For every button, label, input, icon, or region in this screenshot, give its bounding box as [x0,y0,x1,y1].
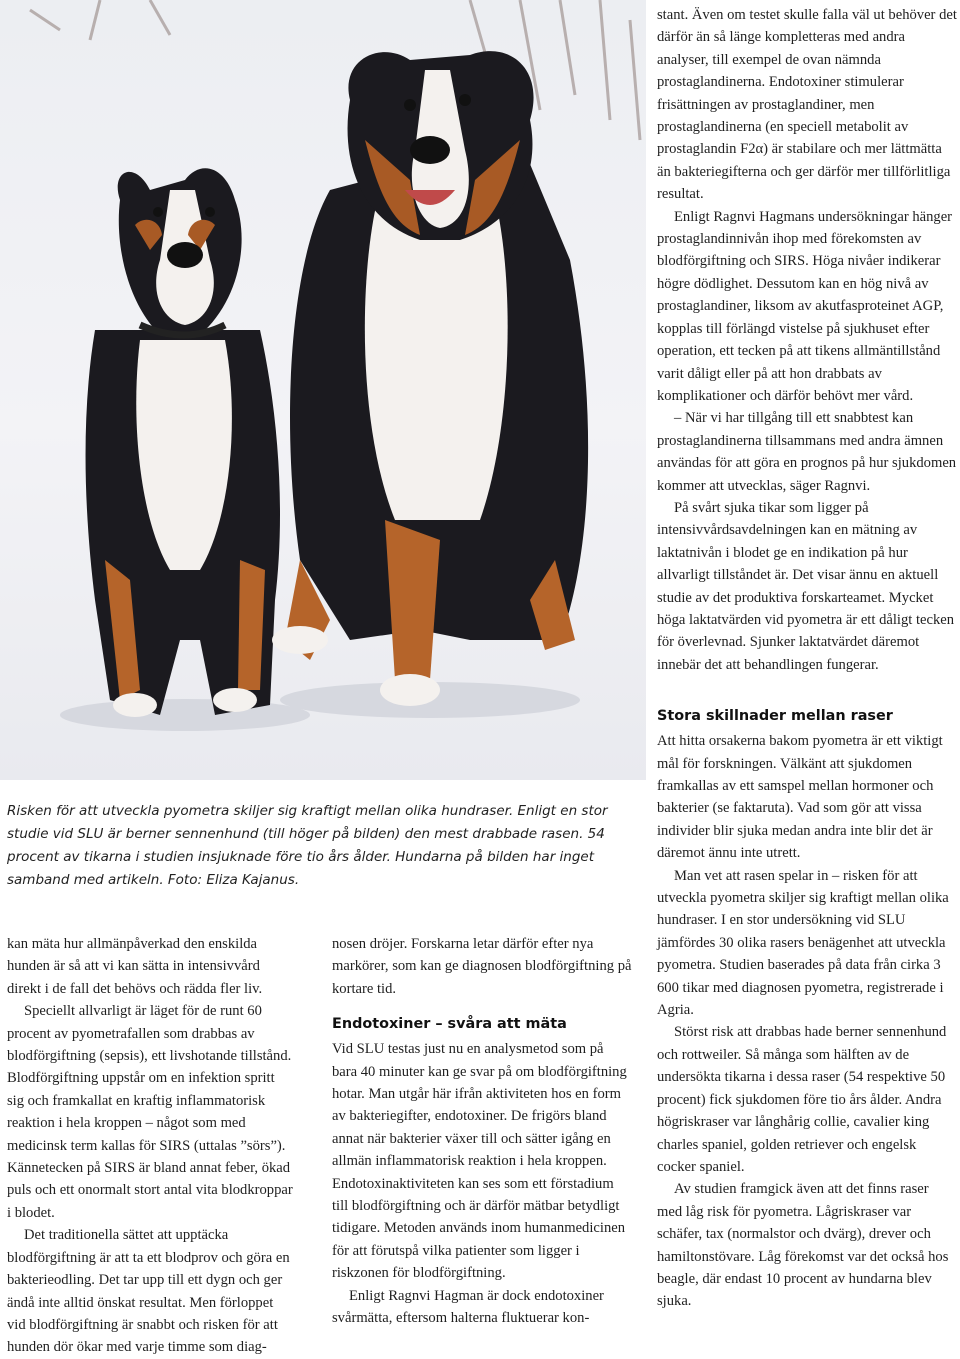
dogs-photo [0,0,646,780]
paragraph: Enligt Ragnvi Hagman är dock endotoxiner svårmätta, eftersom halterna fluktuerar kon- [332,1287,604,1327]
paragraph: Av studien framgick även att det finns raser med låg risk för pyometra. Lågriskraser var schäfer, tax (normalstor och dvärg), drever och hamiltonstövare. Låg förekomst var det också hos beagle, där endast 10 procent av hundarna blev sjuka. [657,1181,949,1310]
paragraph: stant. Även om testet skulle falla väl ut behöver det därför än så länge kompletteras med andra analyser, till exempel de ovan nämnda prostaglandinerna. Endotoxiner stimulerar frisättningen av prostaglandiner, men prostaglandinerna (en speciell metabolit av prostaglandin F2α) är stabilare och mer lättmätta än bakteriegifterna och ger därför mer tillförlitliga resultat. [657,7,957,203]
paragraph: kan mäta hur allmänpåverkad den enskilda hunden är så att vi kan sätta in intensivvård direkt i de fall det behövs och rädda fler liv. [7,936,263,997]
section-heading: Stora skillnader mellan raser [657,708,893,725]
photo-caption: Risken för att utveckla pyometra skiljer sig kraftigt mellan olika hundraser. Enligt en stor studie vid SLU är berner sennenhund (till höger på bilden) den mest drabbade rasen. 54 procent av tikarna i studien insjuknade före tio års ålder. Hundarna på bilden har inget samband med artikeln. Foto: Eliza Kajanus. [7,803,608,888]
paragraph: – När vi har tillgång till ett snabbtest kan prostaglandinerna tillsammans med andra ämnen användas för att göra en prognos på hur sjukdomen kommer att utvecklas, säger Ragnvi. [657,410,957,494]
paragraph: Att hitta orsakerna bakom pyometra är ett viktigt mål för forskningen. Välkänt att sjukdomen framkallas av ett samspel mellan hormoner och bakterier (se faktaruta). Vad som gör att vissa individer blir sjuka medan andra inte blir det är däremot ännu inte utrett. [657,733,943,862]
paragraph: Man vet att rasen spelar in – risken för att utveckla pyometra skiljer sig kraftigt mellan olika hundraser. I en stor undersökning vid SLU jämfördes 30 olika rasers benägenhet att utveckla pyometra. Studien baserades på data från cirka 3 600 tikar med diagnosen pyometra, registrerade i Agria. [657,867,949,1019]
paragraph: nosen dröjer. Forskarna letar därför efter nya markörer, som kan ge diagnosen blodförgiftning på kortare tid. [332,936,632,997]
body-column-right [657,4,957,1313]
paragraph: Störst risk att drabbas hade berner sennenhund och rottweiler. Så många som hälften av de undersökta tikarna i dessa raser (54 respektive 50 procent) fick sjukdomen före tio års ålder. Andra högriskraser var långhårig collie, cavalier king charles spaniel, golden retriever och engelsk cocker spaniel. [657,1024,947,1175]
body-column-middle [332,933,632,1330]
paragraph: På svårt sjuka tikar som ligger på intensivvårdsavdelningen kan en mätning av laktatnivån i blodet ge en indikation på hur allvarligt tillståndet är. Det visar ännu en aktuell studie av det produktiva forskarteamet. Mycket höga laktatvärden vid pyometra är ett dåligt tecken för överlevnad. Sjunker laktatvärdet däremot innebär det att behandlingen fungerar. [657,499,955,673]
paragraph: Enligt Ragnvi Hagmans undersökningar hänger prostaglandinnivån ihop med förekomsten av blodförgiftning och SIRS. Höga nivåer indikerar högre dödlighet. Dessutom kan en hög nivå av prostaglandiner, liksom av akutfasproteinet AGP, kopplas till förlängd vistelse på sjukhuset efter operation, ett tecken på att tikens allmäntillstånd varit dåligt eller på att hon drabbats av komplikationer och därför behövt mer vård. [657,208,953,404]
paragraph: Det traditionella sättet att upptäcka blodförgiftning är att ta ett blodprov och göra en bakterieodling. Det tar upp till ett dygn och ger ändå inte alltid önskat resultat. Men förloppet vid blodförgiftning är snabbt och risken för att hunden dör ökar med varje timme som diag- [7,1227,290,1356]
body-column-left [7,933,295,1359]
dogs-illustration [0,0,646,780]
paragraph: Speciellt allvarligt är läget för de runt 60 procent av pyometrafallen som drabbas av blodförgiftning (sepsis), ett livshotande tillstånd. Blodförgiftning uppstår om en infektion spritt sig och framkallat en kraftig inflammatorisk reaktion i hela kroppen – något som med medicinsk term kallas för SIRS (uttalas ”sörs”). Kännetecken på SIRS är bland annat feber, ökad puls och ett onormalt stort antal vita blodkroppar i blodet. [7,1003,293,1221]
paragraph: Vid SLU testas just nu en analysmetod som på bara 40 minuter kan ge svar på om blodförgiftning hotar. Man utgår här ifrån aktiviteten hos en form av bakteriegifter, endotoxiner. De frigörs bland annat när bakterier växer till och sätter igång en allmän inflammatorisk reaktion i hela kroppen. Endotoxinaktiviteten kan ses som ett förstadium till blodförgiftning och är därför mätbar betydligt tidigare. Metoden används inom humanmedicinen för att förutspå vilka patienter som ligger i riskzonen för blodförgiftning. [332,1041,627,1282]
section-heading: Endotoxiner – svåra att mäta [332,1016,567,1033]
